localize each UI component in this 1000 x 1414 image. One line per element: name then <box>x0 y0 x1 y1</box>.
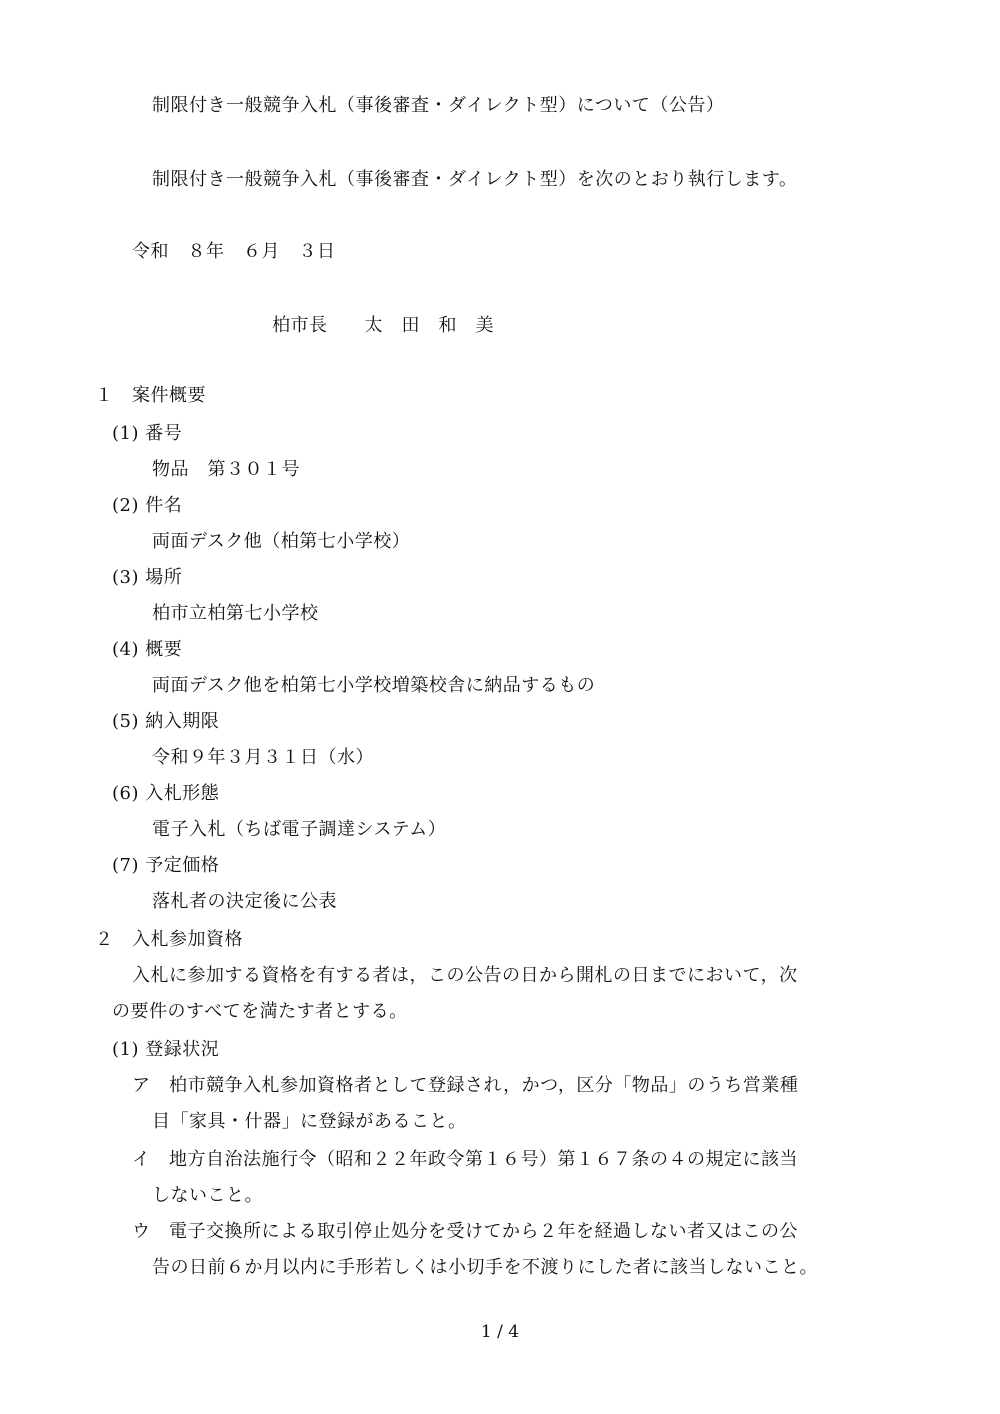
sub1-label: (1) 登録状況 <box>112 1039 220 1060</box>
section2-paragraph-line1: 入札に参加する資格を有する者は，この公告の日から開札の日までにおいて，次 <box>132 965 798 986</box>
item-u-line2: 告の日前６か月以内に手形若しくは小切手を不渡りにした者に該当しないこと。 <box>152 1257 818 1278</box>
item-value-number: 物品 第３０１号 <box>152 459 300 480</box>
item-value-place: 柏市立柏第七小学校 <box>152 603 319 624</box>
document-title: 制限付き一般競争入札（事後審査・ダイレクト型）について（公告） <box>152 95 725 116</box>
item-value-estimated-price: 落札者の決定後に公表 <box>152 891 337 912</box>
item-value-name: 両面デスク他（柏第七小学校） <box>152 531 411 552</box>
item-label-bid-format: (6) 入札形態 <box>112 783 220 804</box>
section1-heading: １ 案件概要 <box>95 385 206 406</box>
item-label-estimated-price: (7) 予定価格 <box>112 855 220 876</box>
issuer-name: 柏市長 太 田 和 美 <box>272 315 494 336</box>
item-i-line1: イ 地方自治法施行令（昭和２２年政令第１６号）第１６７条の４の規定に該当 <box>132 1149 798 1170</box>
item-value-summary: 両面デスク他を柏第七小学校増築校舎に納品するもの <box>152 675 596 696</box>
item-value-deadline: 令和９年３月３１日（水） <box>152 747 374 768</box>
section2-heading: ２ 入札参加資格 <box>95 929 243 950</box>
item-a-line1: ア 柏市競争入札参加資格者として登録され，かつ，区分「物品」のうち営業種 <box>132 1075 799 1096</box>
section2-paragraph-line2: の要件のすべてを満たす者とする。 <box>112 1001 408 1022</box>
page-number: 1 / 4 <box>480 1322 520 1342</box>
item-label-deadline: (5) 納入期限 <box>112 711 220 732</box>
item-label-number: (1) 番号 <box>112 423 183 444</box>
item-label-summary: (4) 概要 <box>112 639 183 660</box>
item-u-line1: ウ 電子交換所による取引停止処分を受けてから２年を経過しない者又はこの公 <box>132 1221 798 1242</box>
item-i-line2: しないこと。 <box>152 1185 263 1206</box>
item-label-place: (3) 場所 <box>112 567 183 588</box>
intro-text: 制限付き一般競争入札（事後審査・ダイレクト型）を次のとおり執行します。 <box>152 169 798 190</box>
item-value-bid-format: 電子入札（ちば電子調達システム） <box>152 819 447 840</box>
notice-date: 令和 ８年 ６月 ３日 <box>132 241 336 262</box>
item-a-line2: 目「家具・什器」に登録があること。 <box>152 1111 467 1132</box>
item-label-name: (2) 件名 <box>112 495 183 516</box>
